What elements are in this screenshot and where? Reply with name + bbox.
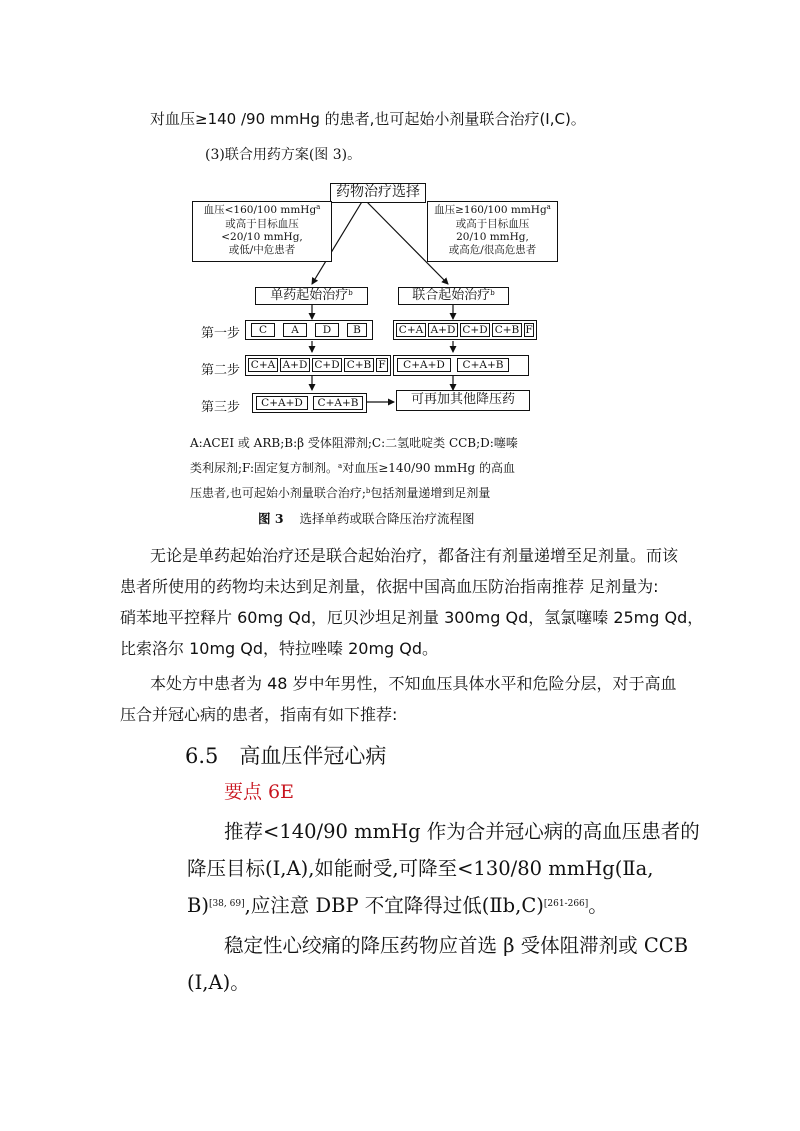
citation-38-69: [38, 69] [208,899,245,909]
right-step1-cell: C+B [492,323,522,337]
intro-line-1: 对血压≥140 /90 mmHg 的患者,也可起始小剂量联合治疗(Ⅰ,C)。 [150,110,586,128]
para1-line-1: 无论是单药起始治疗还是联合起始治疗，都备注有剂量递增至足剂量。而该 [150,546,679,565]
left-step2-cell: A+D [280,358,310,372]
right-condition-box [427,201,558,262]
left-step2-cell: C+B [344,358,374,372]
step-3-label: 第三步 [201,400,241,415]
recommendation-line-5: (Ⅰ,A)。 [187,971,250,994]
left-step2-cell: C+D [312,358,342,372]
left-condition-box [192,201,332,262]
right-condition-line-4: 或高危/很高危患者 [448,244,537,256]
left-step1-cell: D [315,323,339,337]
right-step3-node: 可再加其他降压药 [396,390,530,411]
right-condition-line-2: 或高于目标血压 [455,218,530,230]
right-step1-cell: C+D [460,323,490,337]
caption-text: 选择单药或联合降压治疗流程图 [299,511,475,526]
caption-number: 图 3 [258,511,284,526]
right-step1-cell: F [525,324,533,336]
para1-line-4: 比索洛尔 10mg Qd，特拉唑嗪 20mg Qd。 [120,639,439,658]
right-start-node: 联合起始治疗$^b$ [398,287,509,305]
right-step1-cell: C+A [396,323,426,337]
right-step2-cell: C+A+B [457,358,509,372]
recommendation-line-3: B)[38, 69],应注意 DBP 不宜降得过低(Ⅱb,C)[261-266]。 [187,894,608,917]
step-1-label: 第一步 [201,326,241,341]
para2-line-2: 压合并冠心病的患者，指南有如下推荐: [120,705,398,724]
flowchart-note-line-2: 类利尿剂;F:固定复方制剂。$^a$对血压≥140/90 mmHg 的高血 [190,461,515,475]
key-point-label: 要点 6E [224,781,294,803]
left-step3-cell: C+A+B [313,396,363,410]
section-heading: 6.5 高血压伴冠心病 [185,744,387,768]
left-condition-line-1: 血压<160/100 mmHg$^a$ [203,203,321,216]
right-step2-cell: C+A+D [397,358,451,372]
step-2-label: 第二步 [201,363,241,378]
left-step2-cell: F [376,358,388,372]
intro-line-2: (3)联合用药方案(图 3)。 [205,147,362,163]
recommendation-line-4: 稳定性心绞痛的降压药物应首选 β 受体阻滞剂或 CCB [224,934,689,957]
flowchart-note-line-3: 压患者,也可起始小剂量联合治疗;$^b$包括剂量递增到足剂量 [190,486,491,500]
flowchart-note-line-1: A:ACEI 或 ARB;B:β 受体阻滞剂;C:二氢吡啶类 CCB;D:噻嗪 [190,436,518,450]
right-step1-cell: A+D [428,323,458,337]
flowchart-connectors [0,170,800,600]
left-condition-line-4: 或低/中危患者 [228,244,296,256]
para1-line-3: 硝苯地平控释片 60mg Qd，厄贝沙坦足剂量 300mg Qd，氢氯噻嗪 25mg Qd， [120,608,704,627]
left-condition-line-3: <20/10 mmHg, [221,231,303,243]
left-step1-cell: C [251,323,275,337]
recommendation-line-2: 降压目标(Ⅰ,A),如能耐受,可降至<130/80 mmHg(Ⅱa, [187,857,654,880]
left-step1-cell: A [283,323,307,337]
citation-261-266: [261-266] [543,899,589,909]
right-condition-line-1: 血压≥160/100 mmHg$^a$ [434,203,551,216]
right-condition-line-3: 20/10 mmHg, [456,231,529,243]
recommendation-line-1: 推荐<140/90 mmHg 作为合并冠心病的高血压患者的 [224,820,700,843]
figure-caption [258,509,475,527]
para1-line-2: 患者所使用的药物均未达到足剂量，依据中国高血压防治指南推荐 足剂量为: [120,577,659,596]
left-step3-cell: C+A+D [256,396,308,410]
left-start-node: 单药起始治疗$^b$ [255,287,368,305]
para2-line-1: 本处方中患者为 48 岁中年男性，不知血压具体水平和危险分层，对于高血 [150,674,677,693]
left-step2-cell: C+A [248,358,278,372]
flowchart-top-node: 药物治疗选择 [330,183,426,203]
left-condition-line-2: 或高于目标血压 [225,218,299,230]
left-step1-cell: B [347,323,367,337]
